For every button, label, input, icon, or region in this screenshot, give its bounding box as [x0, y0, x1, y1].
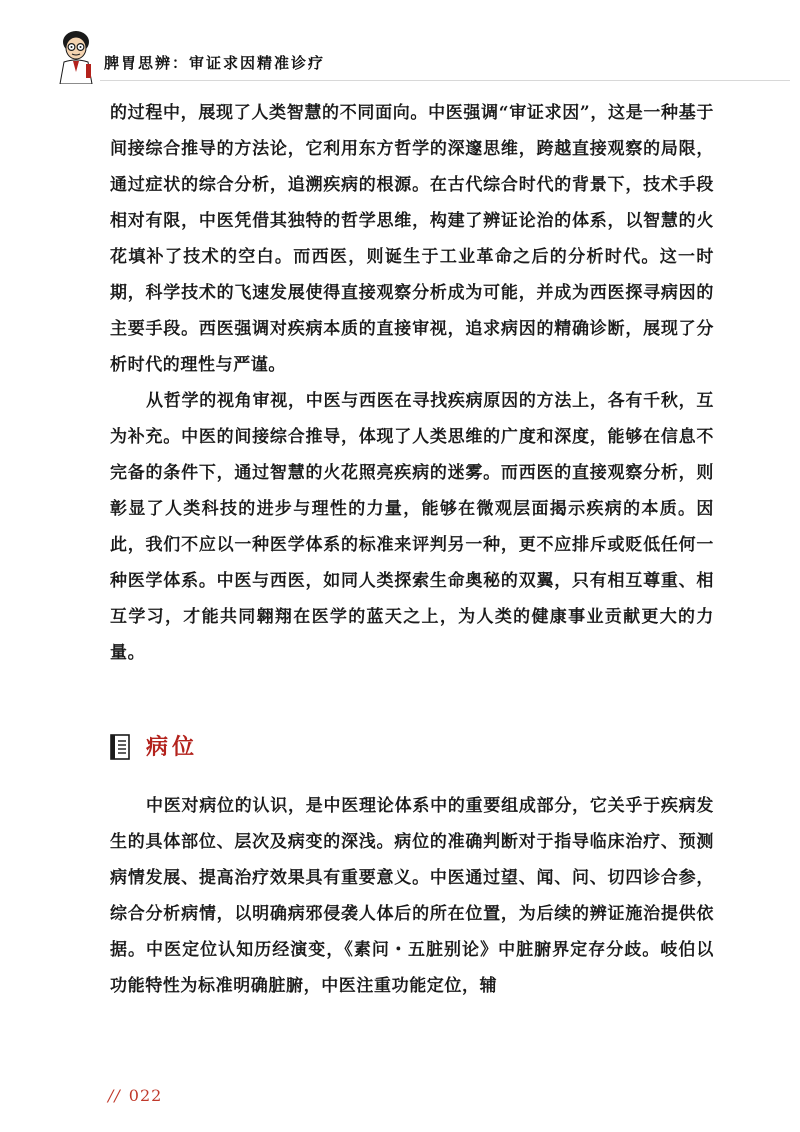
cartoon-doctor-avatar-icon	[56, 28, 96, 84]
paragraph: 的过程中，展现了人类智慧的不同面向。中医强调“审证求因”，这是一种基于间接综合推导的方法论，它利用东方哲学的深邃思维，跨越直接观察的局限，通过症状的综合分析，追溯疾病的根源。在古代综合时代的背景下，技术手段相对有限，中医凭借其独特的哲学思维，构建了辨证论治的体系，以智慧的火花填补了技术的空白。而西医，则诞生于工业革命之后的分析时代。这一时期，科学技术的飞速发展使得直接观察分析成为可能，并成为西医探寻病因的主要手段。西医强调对疾病本质的直接审视，追求病因的精确诊断，展现了分析时代的理性与严谨。	[110, 103, 714, 375]
book-icon	[110, 734, 130, 760]
section-title: 病位	[146, 734, 199, 760]
page-folio	[108, 1086, 162, 1105]
section-heading	[110, 730, 410, 766]
folio-slash: //	[108, 1086, 121, 1105]
body-text	[110, 95, 714, 671]
page-number: 022	[128, 1086, 163, 1105]
page-header	[56, 28, 756, 88]
paragraph: 中医对病位的认识，是中医理论体系中的重要组成部分，它关乎于疾病发生的具体部位、层次及病变的深浅。病位的准确判断对于指导临床治疗、预测病情发展、提高治疗效果具有重要意义。中医通过望、闻、问、切四诊合参，综合分析病情，以明确病邪侵袭人体后的所在位置，为后续的辨证施治提供依据。中医定位认知历经演变，《素问・五脏别论》中脏腑界定存分歧。岐伯以功能特性为标准明确脏腑，中医注重功能定位，辅	[110, 796, 714, 996]
header-rule	[100, 80, 790, 81]
paragraph: 从哲学的视角审视，中医与西医在寻找疾病原因的方法上，各有千秋，互为补充。中医的间接综合推导，体现了人类思维的广度和深度，能够在信息不完备的条件下，通过智慧的火花照亮疾病的迷雾。而西医的直接观察分析，则彰显了人类科技的进步与理性的力量，能够在微观层面揭示疾病的本质。因此，我们不应以一种医学体系的标准来评判另一种，更不应排斥或贬低任何一种医学体系。中医与西医，如同人类探索生命奥秘的双翼，只有相互尊重、相互学习，才能共同翱翔在医学的蓝天之上，为人类的健康事业贡献更大的力量。	[110, 391, 714, 663]
running-title: 脾胃思辨：审证求因精准诊疗	[104, 54, 326, 72]
section-body-text	[110, 788, 714, 1004]
